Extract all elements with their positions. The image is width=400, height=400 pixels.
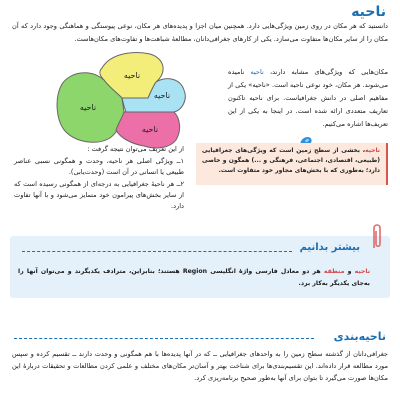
paragraph-highlight: ناحیه [250,68,264,76]
region-label-blue: ناحیه [153,91,171,100]
conclusions-block [14,144,184,213]
region-label-pink: ناحیه [141,125,159,134]
section-heading: ناحیه [351,4,386,20]
intro-paragraph: دانستید که هر مکان در روی زمین ویژگی‌هایی دارد. همچنین میان اجزا و پدیده‌های هر مکان، نوعی پیوستگی و هماهنگی وجود دارد که آن مکان را از سایر مکان‌ها متفاوت می‌سازد. یکی از کارهای جغرافی‌دانان، مطالعهٔ شباهت‌ها و تفاوت‌های مکان‌هاست. [12,22,388,43]
conclusion-item-2: ۲ــ هر ناحیهٔ جغرافیایی به درجه‌ای از همگونی رسیده است که از سایر بخش‌های پیرامون خود متمایز می‌شود و با آنها تفاوت دارد. [14,180,184,210]
know-more-title-rule [22,251,292,252]
section2-heading: ناحیه‌بندی [333,330,386,343]
section2-heading-rule [14,338,314,339]
know-more-body: هر دو معادل فارسی واژهٔ انگلیسی Region هستند؛ بنابراین، مترادف یکدیگرند و می‌توان آنها را به‌جای یکدیگر به‌کار برد. [18,268,370,287]
region-definition-paragraph [228,66,388,131]
note-lead-term: ناحیه [365,147,380,154]
paragraph-text-before: مکان‌هایی که ویژگی‌های مشابه دارند، [263,68,388,76]
section2-paragraph: جغرافی‌دانان از گذشته سطح زمین را به واحدهای جغرافیایی ــ که در آنها پدیده‌ها با هم همگونی و وحدت دارند ــ تقسیم کرده و سپس مورد مطالعه قرار داده‌اند. این تقسیم‌بندی‌ها برای شناخت بهتر و آسان‌تر مکان‌های مختلف و علمی کردن مطالعات و تحقیقات دربارهٔ این مکان‌ها صورت می‌گیرد تا بتوان برای آنها به‌طور صحیح برنامه‌ریزی کرد. [12,350,388,382]
paragraph-text-after: نامیده می‌شوند. هر مکان، خود نوعی ناحیه است. «ناحیه» یکی از مفاهیم اصلی در دانش جغرافیاست. برای ناحیه تاکنون تعاریف متعددی ارائه شده است. در اینجا به یکی از این تعریف‌ها اشاره می‌کنیم. [228,68,388,128]
conclusion-item-1: ۱ــ ویژگی اصلی هر ناحیه، وحدت و همگونی نسبی عناصر طبیعی یا انسانی در آن است (وحدت‌یابی). [14,157,184,176]
know-more-text [18,266,370,290]
term-2: منطقه [323,268,345,275]
definition-note [196,143,388,185]
term-1: ناحیه [354,268,371,275]
paperclip-icon [370,222,384,252]
note-text: ، بخشی از سطح زمین است که ویژگی‌های جغرافیایی (طبیعی، اقتصادی، اجتماعی، فرهنگی و ...) همگون و خاصی دارد؛ به‌طوری که با بخش‌های مجاور خود متفاوت است. [202,147,380,174]
know-more-title: بیشتر بدانیم [299,242,360,253]
region-label-green: ناحیه [79,103,97,112]
conclusions-lead: از این تعریف می‌توان نتیجه گرفت : [87,145,184,153]
regions-diagram [52,46,192,150]
term-connector: و [344,268,355,275]
region-label-yellow: ناحیه [123,71,141,80]
